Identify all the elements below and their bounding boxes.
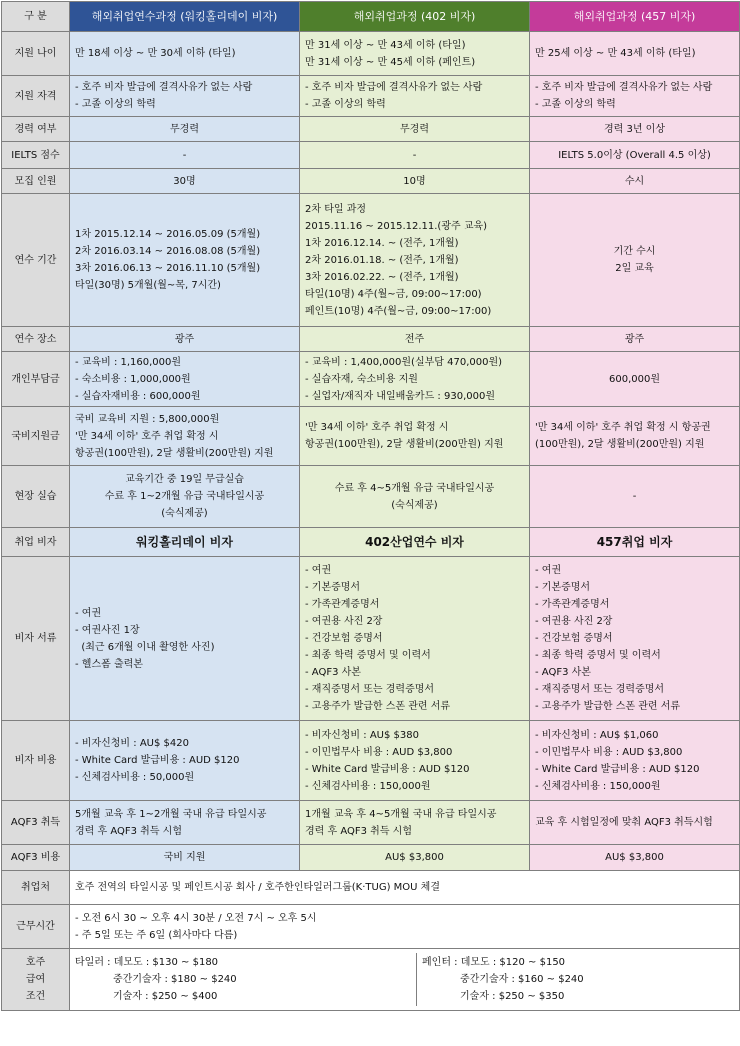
row-aqf3 [2, 801, 740, 845]
row-visa [2, 528, 740, 557]
visacost-c3: - 비자신청비 : AU$ $1,060 - 이민법무사 비용 : AUD $3,800 - White Card 발급비용 : AUD $120 - 신체검사비용 : 150,000원 [530, 721, 740, 801]
exp-c2: 무경력 [300, 117, 530, 142]
row-label: AQF3 비용 [2, 845, 70, 871]
practice-c2: 수료 후 4~5개월 유급 국내타일시공 (숙식제공) [300, 466, 530, 528]
row-label: 개인부담금 [2, 352, 70, 407]
header-row [2, 2, 740, 32]
docs-c3: - 여권 - 기본증명서 - 가족관계증명서 - 여권용 사진 2장 - 건강보험 증명서 - 최종 학력 증명서 및 이력서 - AQF3 사본 - 재직증명서 또는 경력증명서 - 고용주가 발급한 스폰 관련 서류 [530, 557, 740, 721]
wage-value [70, 949, 740, 1011]
cost-c2: - 교육비 : 1,400,000원(실부담 470,000원) - 실습자재, 숙소비용 지원 - 실업자/재직자 내일배움카드 : 930,000원 [300, 352, 530, 407]
row-visa-cost [2, 721, 740, 801]
age-c1: 만 18세 이상 ~ 만 30세 이하 (타일) [70, 32, 300, 76]
ielts-c1: - [70, 142, 300, 169]
visacost-c2: - 비자신청비 : AU$ $380 - 이민법무사 비용 : AUD $3,800 - White Card 발급비용 : AUD $120 - 신체검사비용 : 150,000원 [300, 721, 530, 801]
row-wage [2, 949, 740, 1011]
qual-c2: - 호주 비자 발급에 결격사유가 없는 사람 - 고졸 이상의 학력 [300, 76, 530, 117]
row-label: 취업 비자 [2, 528, 70, 557]
row-label: 연수 기간 [2, 194, 70, 327]
support-c1: 국비 교육비 지원 : 5,800,000원 '만 34세 이하' 호주 취업 확정 시 항공권(100만원), 2달 생활비(200만원) 지원 [70, 407, 300, 466]
row-employer [2, 871, 740, 905]
row-label: 비자 서류 [2, 557, 70, 721]
row-label: IELTS 점수 [2, 142, 70, 169]
aqf-c1: 5개월 교육 후 1~2개월 국내 유급 타일시공 경력 후 AQF3 취득 시험 [70, 801, 300, 845]
row-ielts [2, 142, 740, 169]
row-practice [2, 466, 740, 528]
age-c2: 만 31세 이상 ~ 만 43세 이하 (타일) 만 31세 이상 ~ 만 45세 이하 (페인트) [300, 32, 530, 76]
wage-columns [70, 953, 739, 1006]
header-402: 해외취업과정 (402 비자) [300, 2, 530, 32]
recruit-c3: 수시 [530, 169, 740, 194]
row-aqf3-cost [2, 845, 740, 871]
row-qualification [2, 76, 740, 117]
exp-c1: 무경력 [70, 117, 300, 142]
practice-c1: 교육기간 중 19일 무급실습 수료 후 1~2개월 유급 국내타일시공 (숙식제공) [70, 466, 300, 528]
row-label: 지원 자격 [2, 76, 70, 117]
place-c1: 광주 [70, 327, 300, 352]
recruit-c2: 10명 [300, 169, 530, 194]
visacost-c1: - 비자신청비 : AU$ $420 - White Card 발급비용 : AUD $120 - 신체검사비용 : 50,000원 [70, 721, 300, 801]
cost-c3: 600,000원 [530, 352, 740, 407]
row-period [2, 194, 740, 327]
comparison-table [1, 1, 740, 1011]
row-label: 지원 나이 [2, 32, 70, 76]
row-label: 현장 실습 [2, 466, 70, 528]
qual-c3: - 호주 비자 발급에 결격사유가 없는 사람 - 고졸 이상의 학력 [530, 76, 740, 117]
recruit-c1: 30명 [70, 169, 300, 194]
row-label: 모집 인원 [2, 169, 70, 194]
employer-value: 호주 전역의 타일시공 및 페인트시공 회사 / 호주한인타일러그룹(K·TUG) MOU 체결 [70, 871, 740, 905]
row-label: AQF3 취득 [2, 801, 70, 845]
row-label: 연수 장소 [2, 327, 70, 352]
aqfcost-c2: AU$ $3,800 [300, 845, 530, 871]
row-label: 경력 여부 [2, 117, 70, 142]
aqfcost-c3: AU$ $3,800 [530, 845, 740, 871]
docs-c1: - 여권 - 여권사진 1장 (최근 6개월 이내 촬영한 사진) - 헬스폼 출력본 [70, 557, 300, 721]
header-457: 해외취업과정 (457 비자) [530, 2, 740, 32]
row-place [2, 327, 740, 352]
row-label: 호주 급여 조건 [2, 949, 70, 1011]
row-documents [2, 557, 740, 721]
row-label: 근무시간 [2, 905, 70, 949]
aqfcost-c1: 국비 지원 [70, 845, 300, 871]
practice-c3: - [530, 466, 740, 528]
wage-painter: 페인터 : 데모도 : $120 ~ $150 중간기술자 : $160 ~ $240 기술자 : $250 ~ $350 [422, 957, 584, 1002]
place-c2: 전주 [300, 327, 530, 352]
visa-c1: 워킹홀리데이 비자 [70, 528, 300, 557]
header-label: 구 분 [2, 2, 70, 32]
aqf-c3: 교육 후 시험일정에 맞춰 AQF3 취득시험 [530, 801, 740, 845]
qual-c1: - 호주 비자 발급에 결격사유가 없는 사람 - 고졸 이상의 학력 [70, 76, 300, 117]
hours-value: - 오전 6시 30 ~ 오후 4시 30분 / 오전 7시 ~ 오후 5시 - 주 5일 또는 주 6일 (회사마다 다름) [70, 905, 740, 949]
visa-c3: 457취업 비자 [530, 528, 740, 557]
aqf-c2: 1개월 교육 후 4~5개월 국내 유급 타일시공 경력 후 AQF3 취득 시험 [300, 801, 530, 845]
row-cost [2, 352, 740, 407]
period-c2: 2차 타일 과정 2015.11.16 ~ 2015.12.11.(광주 교육) 1차 2016.12.14. ~ (전주, 1개월) 2차 2016.01.18. ~ (전주, 1개월) 3차 2016.02.22. ~ (전주, 1개월) 타일(10명) 4주(월~금, 09:00~17:00) 페인트(10명) 4주(월~금, 09:00~17:00) [300, 194, 530, 327]
ielts-c2: - [300, 142, 530, 169]
row-label: 국비지원금 [2, 407, 70, 466]
row-age [2, 32, 740, 76]
visa-c2: 402산업연수 비자 [300, 528, 530, 557]
wage-tiler: 타일러 : 데모도 : $130 ~ $180 중간기술자 : $180 ~ $240 기술자 : $250 ~ $400 [70, 953, 417, 1006]
row-experience [2, 117, 740, 142]
row-hours [2, 905, 740, 949]
row-label: 비자 비용 [2, 721, 70, 801]
period-c3: 기간 수시 2일 교육 [530, 194, 740, 327]
docs-c2: - 여권 - 기본증명서 - 가족관계증명서 - 여권용 사진 2장 - 건강보험 증명서 - 최종 학력 증명서 및 이력서 - AQF3 사본 - 재직증명서 또는 경력증명서 - 고용주가 발급한 스폰 관련 서류 [300, 557, 530, 721]
period-c1: 1차 2015.12.14 ~ 2016.05.09 (5개월) 2차 2016.03.14 ~ 2016.08.08 (5개월) 3차 2016.06.13 ~ 2016.11.10 (5개월) 타일(30명) 5개월(월~목, 7시간) [70, 194, 300, 327]
age-c3: 만 25세 이상 ~ 만 43세 이하 (타일) [530, 32, 740, 76]
place-c3: 광주 [530, 327, 740, 352]
exp-c3: 경력 3년 이상 [530, 117, 740, 142]
ielts-c3: IELTS 5.0이상 (Overall 4.5 이상) [530, 142, 740, 169]
row-support [2, 407, 740, 466]
support-c3: '만 34세 이하' 호주 취업 확정 시 항공권 (100만원), 2달 생활비(200만원) 지원 [530, 407, 740, 466]
cost-c1: - 교육비 : 1,160,000원 - 숙소비용 : 1,000,000원 - 실습자재비용 : 600,000원 [70, 352, 300, 407]
header-working-holiday: 해외취업연수과정 (워킹홀리데이 비자) [70, 2, 300, 32]
row-recruit [2, 169, 740, 194]
support-c2: '만 34세 이하' 호주 취업 확정 시 항공권(100만원), 2달 생활비(200만원) 지원 [300, 407, 530, 466]
row-label: 취업처 [2, 871, 70, 905]
